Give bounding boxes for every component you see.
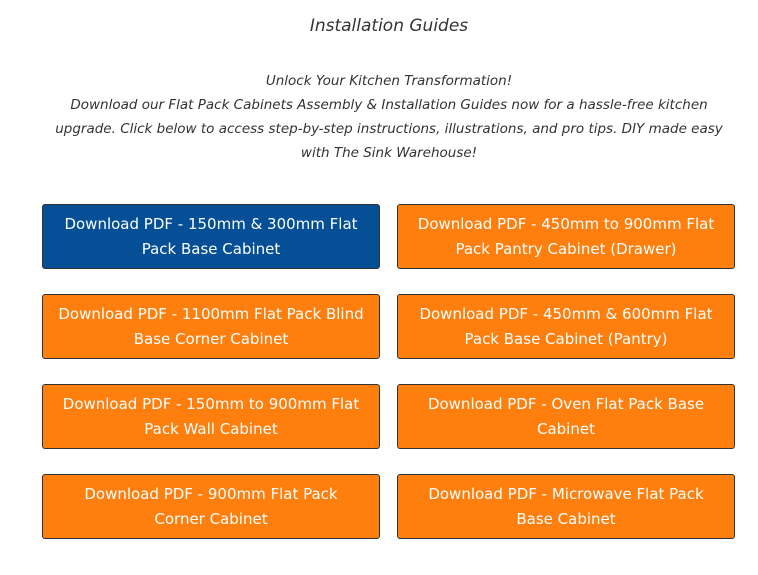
button-label: Download PDF - 150mm & 300mm Flat Pack Base Cabinet [64, 214, 358, 258]
download-450-900-pantry-cabinet-drawer-button[interactable] [397, 204, 735, 269]
button-label: Download PDF - 150mm to 900mm Flat Pack Wall Cabinet [62, 394, 360, 438]
download-1100-blind-base-corner-cabinet-button[interactable] [42, 294, 380, 359]
section-title: Installation Guides [309, 16, 469, 36]
button-label: Download PDF - 450mm & 600mm Flat Pack Base Cabinet (Pantry) [419, 304, 713, 348]
download-microwave-base-cabinet-button[interactable] [397, 474, 735, 539]
button-label: Download PDF - Microwave Flat Pack Base Cabinet [428, 484, 704, 528]
download-900-corner-cabinet-button[interactable] [42, 474, 380, 539]
intro-description: Download our Flat Pack Cabinets Assembly & Installation Guides now for a hassle-free kitchen upgrade. Click below to access step-by-step instructions, illustrations, and pro tips. DIY made easy with The Sink Warehouse! [55, 97, 723, 161]
button-label: Download PDF - 1100mm Flat Pack Blind Base Corner Cabinet [58, 304, 364, 348]
download-450-600-base-cabinet-pantry-button[interactable] [397, 294, 735, 359]
button-label: Download PDF - Oven Flat Pack Base Cabinet [427, 394, 705, 438]
download-150-900-wall-cabinet-button[interactable] [42, 384, 380, 449]
intro-headline: Unlock Your Kitchen Transformation! [265, 73, 513, 89]
download-oven-base-cabinet-button[interactable] [397, 384, 735, 449]
download-150-300-base-cabinet-button[interactable] [42, 204, 380, 269]
button-label: Download PDF - 450mm to 900mm Flat Pack Pantry Cabinet (Drawer) [417, 214, 715, 258]
intro-text [40, 69, 738, 165]
download-buttons-grid [42, 204, 735, 539]
button-label: Download PDF - 900mm Flat Pack Corner Cabinet [84, 484, 338, 528]
